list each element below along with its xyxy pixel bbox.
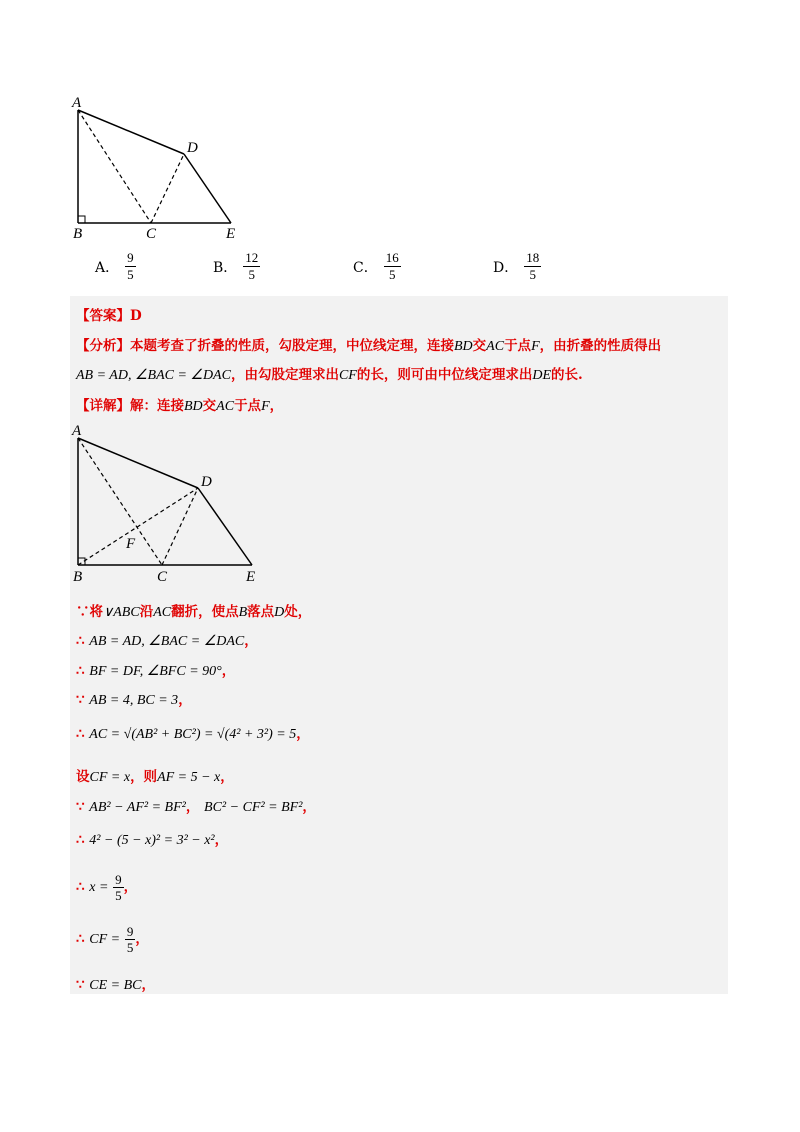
label-E: E [226,226,236,240]
step-4: ∵ AB = 4, BC = 3， [76,692,192,708]
label-E: E [246,569,256,585]
option-b[interactable]: B． $\frac{12}{5}$ [213,250,259,282]
right-angle-mark [78,216,85,223]
label-A: A [72,95,82,111]
segment-AD [78,110,184,154]
detail-intro-line: 【详解】解：连接BD交AC于点F， [76,398,284,414]
label-D: D [201,474,212,490]
step-6: 设CF = x，则AF = 5 − x， [76,769,234,785]
fraction: $\frac{16}{5}$ [385,250,399,282]
label-C: C [146,226,157,240]
step-9: ∴ x = $\frac{9}{5}$ ， [76,872,138,903]
step-5: ∴ AC = √(AB² + BC²) = √(4² + 3²) = 5， [76,726,310,742]
geometry-figure-2 [60,418,280,588]
answer-line: 【答案】D [76,308,142,324]
step-2: ∴ AB = AD, ∠BAC = ∠DAC， [76,633,258,649]
fraction: $\frac{9}{5}$ [127,250,134,282]
step-11: ∵ CE = BC， [76,977,156,993]
label-D: D [187,140,198,156]
step-3: ∴ BF = DF, ∠BFC = 90°， [76,663,236,679]
fraction: $\frac{9}{5}$ [115,872,122,903]
segment-DE [198,488,252,565]
step-1: ∵将∨ABC沿AC翻折，使点B落点D处， [76,604,312,620]
segment-AD [78,438,198,488]
segment-DE [184,154,231,223]
option-a[interactable]: A． $\frac{9}{5}$ [95,250,134,282]
segment-CD-dashed [151,154,184,223]
label-F: F [126,536,136,552]
step-7: ∵ AB² − AF² = BF²， BC² − CF² = BF²， [76,799,316,815]
fraction: $\frac{9}{5}$ [126,924,134,955]
option-c[interactable]: C． $\frac{16}{5}$ [353,250,399,282]
analysis-line-1: 【分析】本题考查了折叠的性质，勾股定理，中位线定理，连接BD交AC于点F，由折叠的性质得出 [76,338,662,354]
analysis-line-2: AB = AD, ∠BAC = ∠DAC，由勾股定理求出CF的长，则可由中位线定理求出DE的长. [76,367,583,383]
step-8: ∴ 4² − (5 − x)² = 3² − x²， [76,832,229,848]
label-B: B [73,569,83,585]
step-10: ∴ CF = $\frac{9}{5}$ ， [76,924,149,955]
fraction: $\frac{18}{5}$ [526,250,540,282]
option-d[interactable]: D． $\frac{18}{5}$ [493,250,540,282]
segment-AC-dashed [78,110,151,223]
label-A: A [72,423,82,439]
label-C: C [157,569,168,585]
geometry-figure-1 [60,90,260,240]
fraction: $\frac{12}{5}$ [245,250,259,282]
segment-AC-dashed [78,438,162,565]
answer-options [95,250,735,290]
label-B: B [73,226,83,240]
